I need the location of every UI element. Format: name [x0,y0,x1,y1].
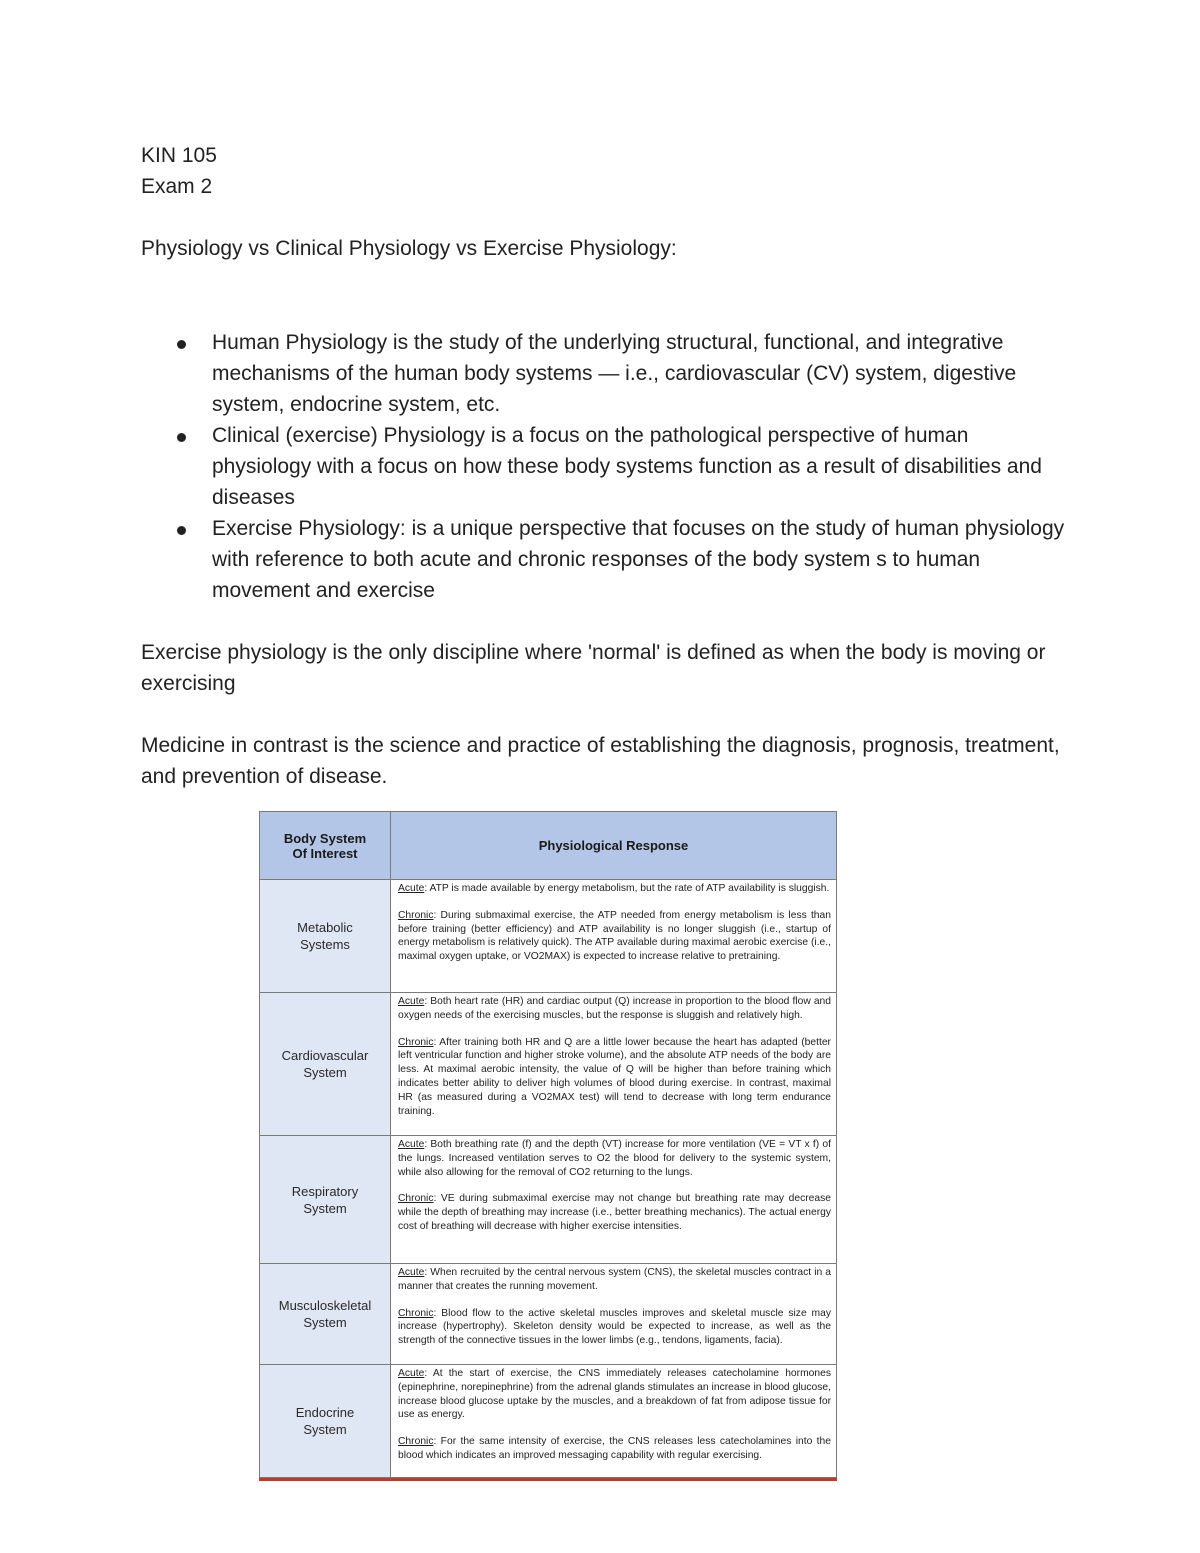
system-cell: Respiratory System [260,1136,391,1264]
response-cell [391,1365,837,1478]
chronic-label: Chronic [398,1193,434,1205]
paragraph-medicine: Medicine in contrast is the science and practice of establishing the diagnosis, prognosis, treatment, and prevention of disease. [141,734,1060,788]
acute-label: Acute [398,1139,425,1150]
header-physiological-response: Physiological Response [391,812,837,880]
list-item [141,420,1071,513]
response-cell [391,880,837,993]
system-cell: Endocrine System [260,1365,391,1478]
list-item-text: Exercise Physiology: is a unique perspective that focuses on the study of human physiology with reference to both acute and chronic responses of the body system s to human movement and exercise [212,517,1065,602]
header-body-system: Body System Of Interest [260,812,391,880]
chronic-text: : Blood flow to the active skeletal muscles improves and skeletal muscle size may increase (hypertrophy). Skeleton density would be expected to increase, as well as the strength of the connective tissues in the lower limbs (e.g., tendons, ligaments, facia). [398,1307,831,1347]
acute-text: : Both heart rate (HR) and cardiac output (Q) increase in proportion to the blood flow and oxygen needs of the exercising muscles, but the response is sluggish and relatively high. [398,996,831,1021]
table-row [260,993,837,1136]
list-item-text: Human Physiology is the study of the underlying structural, functional, and integrative mechanisms of the human body systems — i.e., cardiovascular (CV) system, digestive system, endocrine system, etc. [212,331,1017,416]
table-row [260,1264,837,1365]
paragraph-normal-definition: Exercise physiology is the only discipline where 'normal' is defined as when the body is moving or exercising [141,641,1046,695]
acute-text: : At the start of exercise, the CNS immediately releases catecholamine hormones (epinephrine, norepinephrine) from the adrenal glands stimulates an increase in blood glucose, increase blood glucose uptake by the muscles, and a breakdown of fat from adipose tissue for use as energy. [398,1368,831,1421]
table-header-row [260,812,837,880]
table-row [260,880,837,993]
system-cell: Cardiovascular System [260,993,391,1136]
chronic-label: Chronic [398,1036,434,1048]
table-row [260,1365,837,1478]
acute-text: : When recruited by the central nervous system (CNS), the skeletal muscles contract in a manner that creates the running movement. [398,1267,831,1292]
chronic-label: Chronic [398,1436,434,1448]
definition-list [141,327,1071,606]
response-cell [391,993,837,1136]
list-item [141,327,1071,420]
bullet-icon [177,340,186,349]
list-item-text: Clinical (exercise) Physiology is a focus on the pathological perspective of human physiology with a focus on how these body systems function as a result of disabilities and diseases [212,424,1042,509]
acute-label: Acute [398,1267,425,1278]
acute-label: Acute [398,883,425,894]
chronic-text: : For the same intensity of exercise, the CNS releases less catecholamines into the blood which indicates an improved messaging capability with regular exercising. [398,1436,831,1461]
system-cell: Musculoskeletal System [260,1264,391,1365]
acute-label: Acute [398,996,425,1007]
physiological-response-table [259,811,837,1478]
exam-title: Exam 2 [141,175,213,198]
response-cell [391,1136,837,1264]
chronic-label: Chronic [398,909,434,921]
acute-label: Acute [398,1368,425,1379]
chronic-text: : After training both HR and Q are a little lower because the heart has adapted (better left ventricular function and higher stroke volume), and the absolute ATP needs of the body are less. At maximal aerobic intensity, the value of Q will be higher than before training which indicates better ability to deliver high volumes of blood during exercise. In contrast, maximal HR (as measured during a VO2MAX test) will tend to decrease with long term endurance training. [398,1036,831,1117]
section-title: Physiology vs Clinical Physiology vs Exercise Physiology: [141,237,677,260]
table-row [260,1136,837,1264]
list-item [141,513,1071,606]
table-bottom-rule [259,1478,837,1481]
acute-text: : Both breathing rate (f) and the depth (VT) increase for more ventilation (VE = VT x f) of the lungs. Increased ventilation serves to O2 the blood for delivery to the systemic system, while also allowing for the removal of CO2 returning to the lungs. [398,1139,831,1178]
acute-text: : ATP is made available by energy metabolism, but the rate of ATP availability is sluggish. [424,883,830,894]
bullet-icon [177,526,186,535]
system-cell: Metabolic Systems [260,880,391,993]
course-code: KIN 105 [141,144,217,167]
bullet-icon [177,433,186,442]
chronic-text: : During submaximal exercise, the ATP needed from energy metabolism is less than before training (better efficiency) and ATP availability is no longer sluggish (i.e., startup of energy metabolism is relatively quick). The ATP available during maximal aerobic exercise (i.e., maximal oxygen uptake, or VO2MAX) is expected to increase relative to pretraining. [398,909,831,963]
chronic-text: : VE during submaximal exercise may not change but breathing rate may decrease while the depth of breathing may increase (i.e., better breathing mechanics). The actual energy cost of breathing will decrease with higher exercise intensities. [398,1193,831,1232]
chronic-label: Chronic [398,1307,434,1319]
response-cell [391,1264,837,1365]
